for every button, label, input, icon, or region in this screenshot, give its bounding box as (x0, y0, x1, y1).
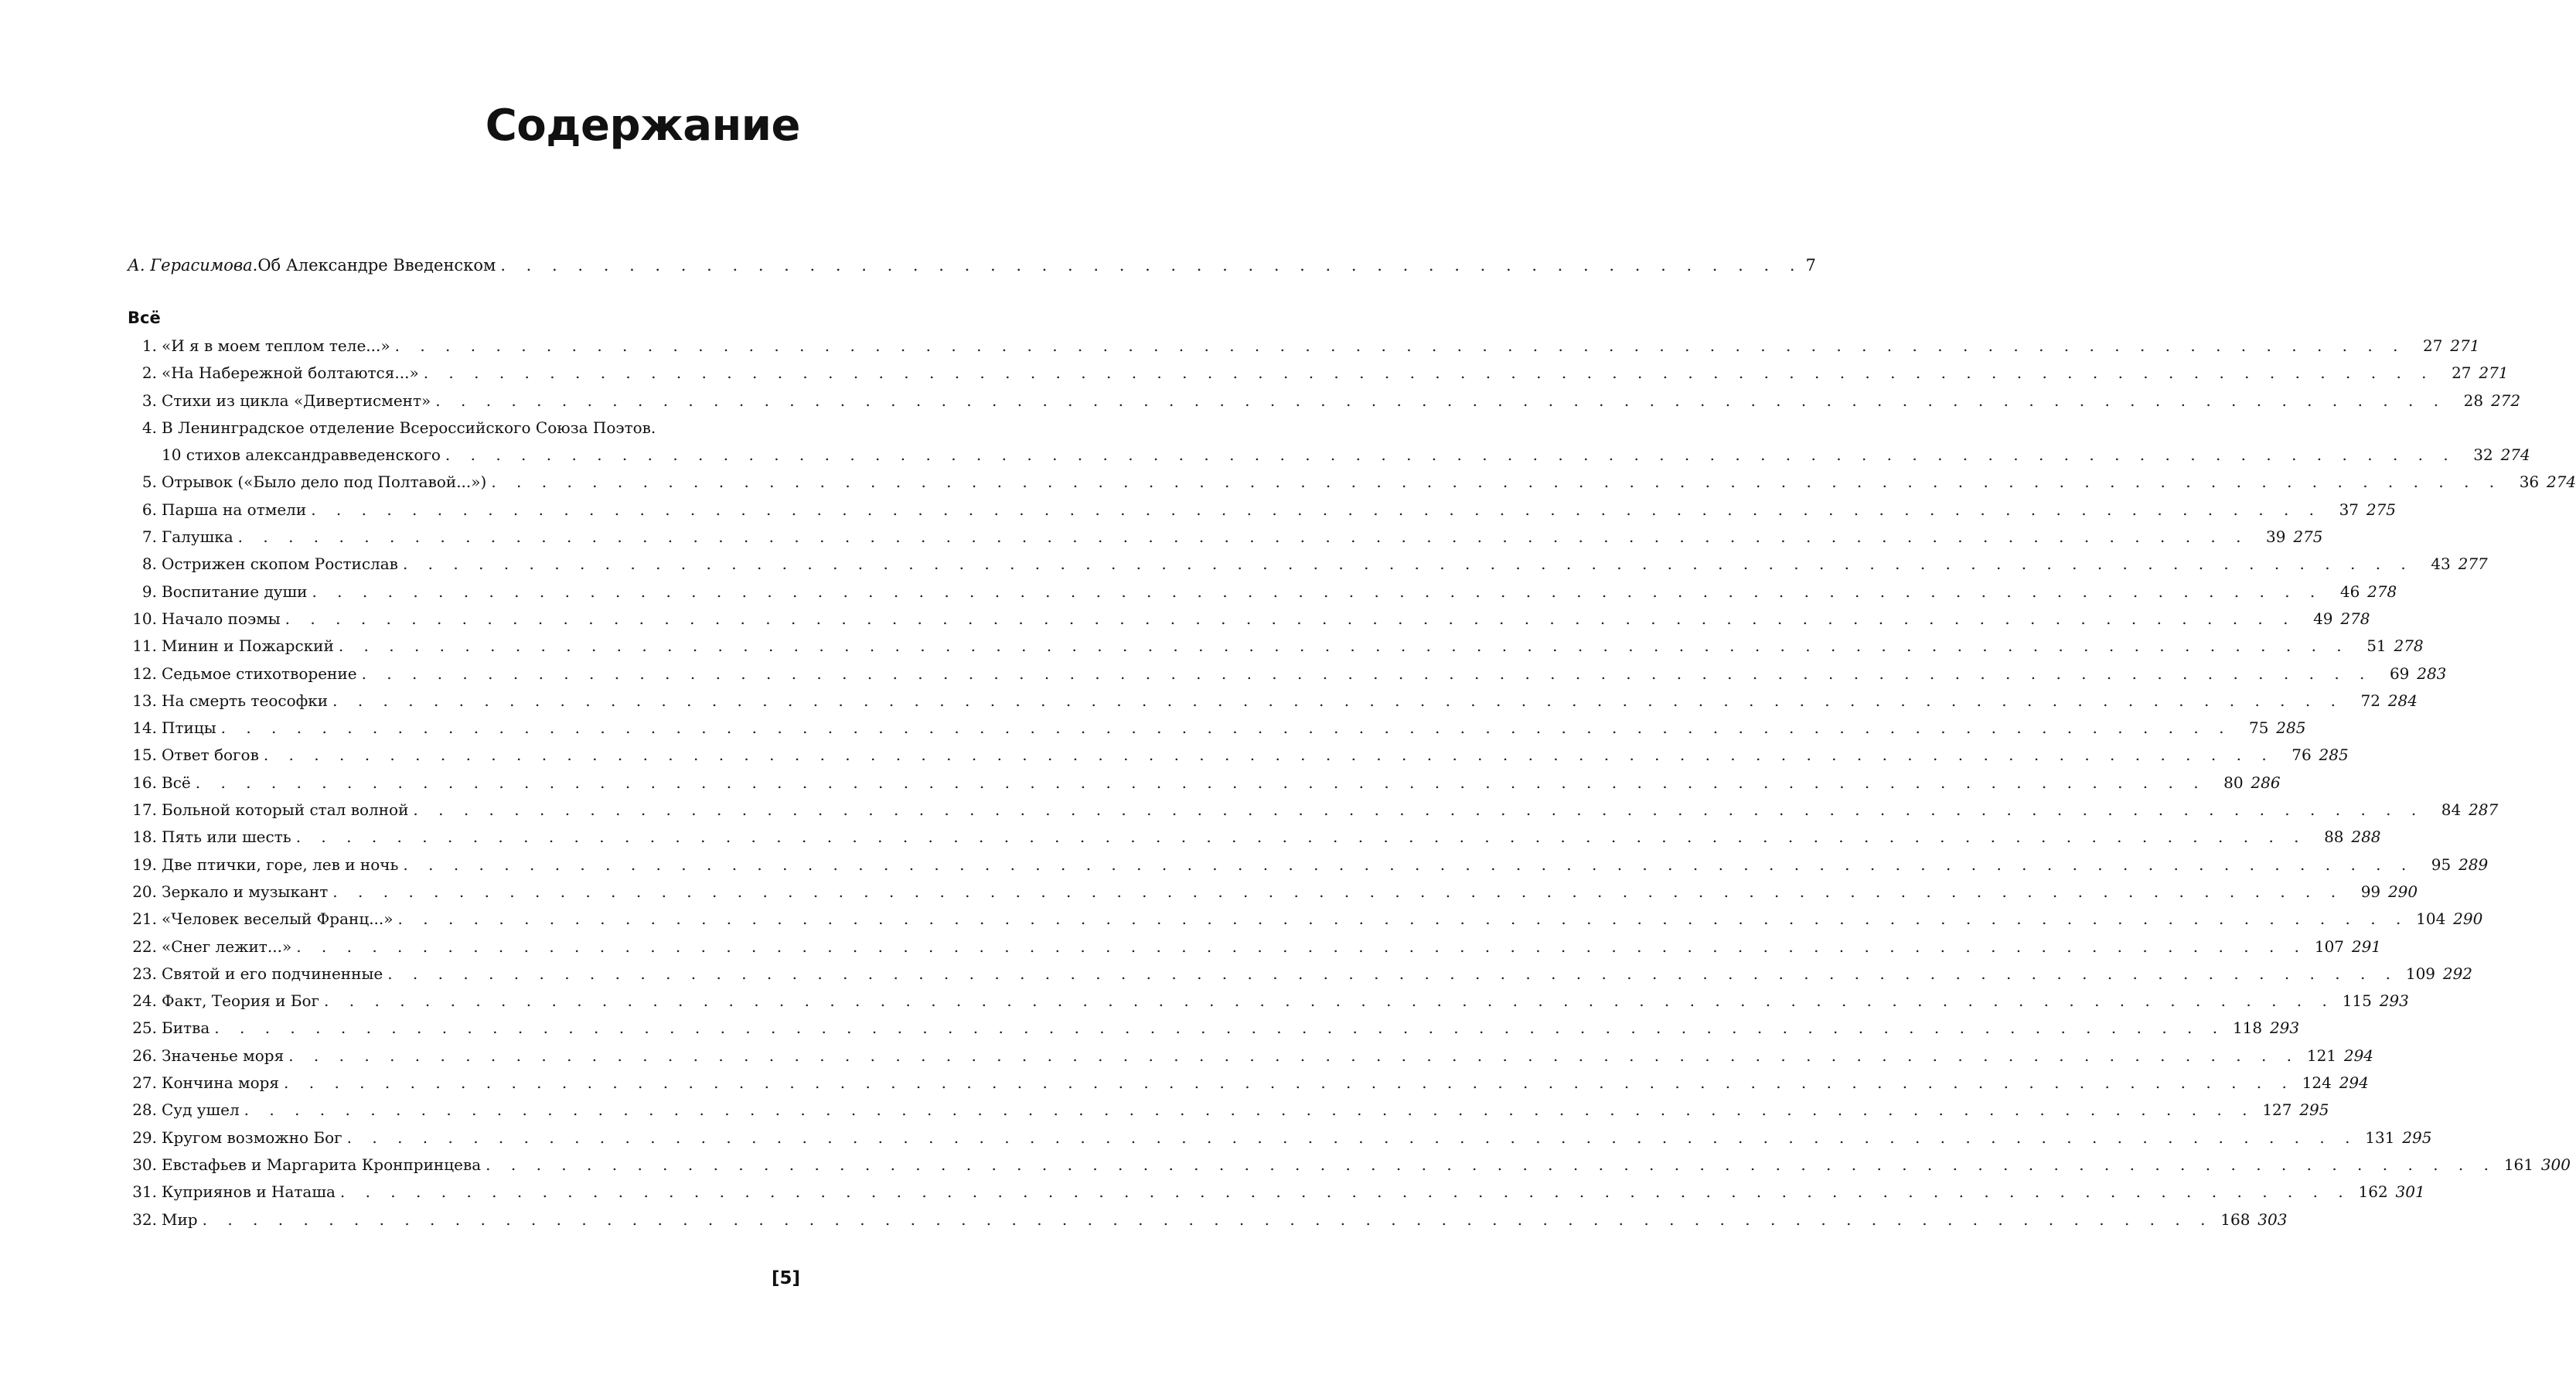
entry-number: 26. (132, 1046, 157, 1065)
entry-title: Птицы (162, 718, 216, 738)
entry-comment-page: 300 (2540, 1155, 2571, 1174)
entry-title: Воспитание души (162, 582, 308, 601)
entry-number: 18. (132, 827, 157, 847)
entry-number: 27. (132, 1073, 157, 1093)
entry-number: 29. (132, 1128, 157, 1147)
dot-leader: . . . . . . . . . . . . . . . . . . . . . . . . . . . . . . . . . . . . . . . . . . . . . . . . . . . . . . . . . . . . . . . . . . . . . . . . . . . . . . . . (394, 336, 2406, 355)
entry-title: Кончина моря (162, 1073, 280, 1093)
toc-entry[interactable] (128, 578, 2397, 606)
entry-title: «Человек веселый Франц...» (162, 909, 394, 929)
entry-page-number: 28 (2463, 391, 2484, 410)
entry-page-number: 127 (2262, 1100, 2292, 1120)
toc-entry[interactable] (128, 387, 2521, 415)
entry-number: 28. (132, 1100, 157, 1120)
entry-page-number: 80 (2223, 773, 2244, 792)
entry-title: В Ленинградское отделение Всероссийского Союза Поэтов. (162, 418, 656, 437)
entry-comment-page: 275 (2366, 500, 2397, 519)
entry-comment-page: 286 (2251, 773, 2281, 792)
entry-title: Битва (162, 1018, 210, 1038)
entry-number: 19. (132, 855, 157, 874)
entry-page-number: 43 (2431, 554, 2451, 574)
entry-page-number: 109 (2405, 964, 2436, 983)
dot-leader: . . . . . . . . . . . . . . . . . . . . . . . . . . . . . . . . . . . . . . . . . . . . . . . . . . . . . . . . . . . . . . . . . . . . . . . . . . . . . . . . (387, 964, 2399, 983)
entry-page-number: 84 (2441, 800, 2462, 820)
entry-title: Начало поэмы (162, 609, 281, 628)
entry-comment-page: 284 (2387, 691, 2418, 710)
entry-comment-page: 274 (2546, 473, 2576, 492)
intro-entry[interactable] (128, 252, 1816, 278)
entry-comment-page: 294 (2343, 1046, 2374, 1065)
entry-comment-page: 272 (2490, 391, 2521, 410)
dot-leader: . . . . . . . . . . . . . . . . . . . . . . . . . . . . . . . . . . . . . . . . . . . . . . . . . . . . . . . . . . . . . . . . . . . . . . . . . . . . . . . . (220, 718, 2232, 738)
page-folio: [5] (771, 1268, 800, 1288)
entry-page-number: 36 (2519, 473, 2540, 492)
entry-title: Острижен скопом Ростислав (162, 554, 398, 574)
dot-leader: . . . . . . . . . . . . . . . . . . . . . . . . . . . . . . . . . . . . . . . . . . . . . . . . . . . . . . . . . . . . . . . . . . . . . . . . . . . . . . . . (244, 1100, 2255, 1120)
entry-number: 20. (132, 882, 157, 901)
toc-entry[interactable] (128, 906, 2483, 933)
entry-title: Минин и Пожарский (162, 636, 334, 656)
entry-title: Пять или шесть (162, 827, 291, 847)
entry-comment-page: 285 (2319, 745, 2349, 765)
entry-comment-page: 285 (2276, 718, 2306, 738)
entry-number: 4. (141, 418, 157, 437)
dot-leader: . . . . . . . . . . . . . . . . . . . . . . . . . . . . . . . . . . . . . . . . . . . . . . . . . . . . . . . . . . . . . . . . . . . . . . . . . . . . . . . . (413, 800, 2424, 820)
dot-leader: . . . . . . . . . . . . . . . . . . . . . . . . . . . . . . . . . . . . . . . . . . . . . . . . . . . . . . . . . . . . . . . . . . . . . . . . . . . . . . . . (423, 363, 2435, 383)
entry-comment-page: 271 (2450, 336, 2480, 355)
entry-number: 16. (132, 773, 157, 792)
entry-number: 1. (141, 336, 157, 355)
entry-title: Зеркало и музыкант (162, 882, 329, 901)
entry-number: 30. (132, 1155, 157, 1174)
entry-number: 15. (132, 745, 157, 765)
toc-entry[interactable] (128, 1042, 2374, 1070)
dot-leader: . . . . . . . . . . . . . . . . . . . . . . . . . . . . . . . . . . . . . . . . . . . . . . . . . . . . . . . . . . . . . . . . . . . . . . . . . . . . . . . . (312, 582, 2323, 601)
toc-entry[interactable] (128, 687, 2418, 715)
dot-leader: . . . . . . . . . . . . . . . . . . . . . . . . . . . . . . . . . . . . . . . . . . . . . . . . . . . . . . . . . . . . . . . . . . . . . . . . . . . . . . . . (263, 745, 2274, 765)
entry-title: Мир (162, 1209, 198, 1229)
dot-leader: . . . . . . . . . . . . . . . . . . . . . . . . . . . . . . . . . . . . . . . . . . . . . . . . . . . . . . . . . . . . . . . . . . . . . . . . . . . . . . . . (435, 391, 2447, 410)
entry-page-number: 104 (2416, 909, 2446, 929)
toc-entry[interactable] (128, 851, 2489, 879)
entry-comment-page: 293 (2269, 1018, 2300, 1038)
entry-page-number: 75 (2249, 718, 2269, 738)
toc-entry[interactable] (128, 988, 2409, 1015)
entry-page-number: 69 (2389, 664, 2410, 683)
entry-comment-page: 274 (2500, 445, 2530, 465)
entry-title: Суд ушел (162, 1100, 240, 1120)
entry-comment-page: 275 (2293, 527, 2323, 547)
entry-number: 11. (132, 636, 157, 656)
entry-title: Евстафьев и Маргарита Кронпринцева (162, 1155, 482, 1174)
entry-comment-page: 293 (2379, 991, 2409, 1011)
entry-title: Отрывок («Было дело под Полтавой...») (162, 473, 487, 492)
intro-title: Об Александре Введенском (257, 256, 496, 275)
dot-leader: . . . . . . . . . . . . . . . . . . . . . . . . . . . . . . . . . . . . . . . . . . . . . . . . . . . . . . . . . . . . . . . . . . . . . . . . . . . . . . . . (445, 445, 2456, 465)
dot-leader: . . . . . . . . . . . . . . . . . . . . . . . . . . . . . . . . . . . . . . . . . . . . . . . . . . . . . . . . . . . . . . . . . . . . . . . . . . . . . . . . (295, 827, 2307, 847)
toc-entry[interactable] (128, 496, 2397, 524)
section-heading: Всё (128, 309, 161, 327)
entry-title: Галушка (162, 527, 233, 547)
entry-page-number: 88 (2324, 827, 2344, 847)
entry-comment-page: 295 (2402, 1128, 2432, 1147)
dot-leader: . . . . . . . . . . . . . . . . . . . . . . . . . . . . . . . . . . . . . . . . . . . . . . . . . . . . . . . . . . . . . . . . . . . . . . . . . . . . . . . . (339, 1182, 2351, 1202)
dot-leader: . . . . . . . . . . . . . . . . . . . . . . . . . . . . . . . . . . . . . . . . . . . . . . . . . . . . . . . . . . . . . . . . . . . . . . . . . . . . . . . . (491, 473, 2503, 492)
entry-title: Парша на отмели (162, 500, 307, 519)
entry-number: 17. (132, 800, 157, 820)
entry-title: Две птички, горе, лев и ночь (162, 855, 399, 874)
entry-number: 23. (132, 964, 157, 983)
dot-leader: . . . . . . . . . . . . . . . . . . . . . . . . . . . . . . . . . . . . . . . . . . . . . . . . . . . . . . . . . . . . . . . . . . . . . . . . . . . . . . . . (284, 1073, 2295, 1093)
entry-page-number: 161 (2503, 1155, 2533, 1174)
intro-author: А. Герасимова. (128, 256, 258, 275)
dot-leader: . . . . . . . . . . . . . . . . . . . . . . . . . . . . . . . . . . . . . . . . . . . . . . . . . . . . . . . . . . . . . . . . . . . . . . . . . . . . . . . . (338, 636, 2349, 656)
dot-leader: . . . . . . . . . . . . . . . . . . . . . . . . . . . . . . . . . . . . . . . . . . . . . . . . . . . . . . . . . . . . . . . . . . . . . . . . . . . . . . . . (202, 1209, 2213, 1229)
entry-title: Стихи из цикла «Дивертисмент» (162, 391, 431, 410)
entry-page-number: 168 (2220, 1209, 2251, 1229)
toc-entry[interactable] (128, 1151, 2571, 1179)
entry-page-number: 39 (2266, 527, 2286, 547)
entry-comment-page: 295 (2299, 1100, 2329, 1120)
dot-leader: . . . . . . . . . . . . . . . . . . . . . . . . . . . . . . . . . . . . . . . . . . . . . . . . . . . . . . . . . . . . . . . . . . . . . . . . . . . . . . . . (397, 909, 2409, 929)
entry-page-number: 124 (2302, 1073, 2332, 1093)
entry-comment-page: 278 (2394, 636, 2424, 656)
entry-comment-page: 288 (2351, 827, 2381, 847)
page-title: Содержание (485, 101, 800, 151)
entry-comment-page: 301 (2395, 1182, 2425, 1202)
entry-title: Больной который стал волной (162, 800, 409, 820)
entry-number: 10. (132, 609, 157, 628)
entry-title: «На Набережной болтаются...» (162, 363, 419, 383)
entry-comment-page: 290 (2387, 882, 2418, 901)
entry-page-number: 95 (2431, 855, 2452, 874)
entry-page-number: 118 (2232, 1018, 2263, 1038)
entry-page-number: 131 (2365, 1128, 2395, 1147)
table-of-contents (128, 252, 2576, 1233)
entry-page-number: 162 (2358, 1182, 2388, 1202)
entry-number: 12. (132, 664, 157, 683)
entry-title: Куприянов и Наташа (162, 1182, 336, 1202)
dot-leader: . . . . . . . . . . . . . . . . . . . . . . . . . . . . . . . . . . . . . . . . . . . . . . . . . . . . . . . . . . . . . . . . . . . . . . . . . . . . . . . . (332, 691, 2343, 710)
toc-entry[interactable] (128, 1206, 2288, 1233)
toc-entry[interactable] (128, 769, 2281, 797)
intro-page-number: 7 (1805, 256, 1816, 275)
dot-leader: . . . . . . . . . . . . . . . . . . . . . . . . . . . . . . . . . . . . . . . . . . . . . . . . . . . . . . . . . . . . . . . . . . . . . . . . . . . . . . . . (361, 664, 2373, 683)
entry-number: 21. (132, 909, 157, 929)
dot-leader: . . . . . . . . . . . . . . . . . . . . . . . . . . . . . . . . . . . . . . . . . . . . . . . . . . . . . . . . . . . . . . . . . . . . . . . . . . . . . . . . (403, 855, 2414, 874)
entry-number: 22. (132, 937, 157, 956)
entry-comment-page: 277 (2458, 554, 2488, 574)
entry-title: Святой и его подчиненные (162, 964, 383, 983)
entry-page-number: 37 (2339, 500, 2360, 519)
dot-leader: . . . . . . . . . . . . . . . . . . . . . . . . . . . . . . . . . . . . . . . . . . . . . . . . . . . . . . . . . . . . . . . . . . . . . . . . . . . . . . . . (402, 554, 2414, 574)
dot-leader: . . . . . . . . . . . . . . . . . . . . . . . . . . . . . . . . . . . . . . . . . . . . . . . . . . . . . . . . . . . . . . . . . . . . . . . . . . . . . . . . (214, 1018, 2226, 1038)
entry-comment-page: 289 (2458, 855, 2489, 874)
toc-entry[interactable] (128, 1124, 2432, 1151)
entry-page-number: 27 (2452, 363, 2472, 383)
entry-title: Кругом возможно Бог (162, 1128, 342, 1147)
entry-page-number: 27 (2423, 336, 2443, 355)
toc-list (128, 333, 2576, 1233)
entry-page-number: 72 (2360, 691, 2380, 710)
entry-comment-page: 278 (2340, 609, 2370, 628)
entry-page-number: 115 (2342, 991, 2372, 1011)
toc-entry[interactable] (128, 960, 2473, 988)
entry-title-continued: 10 стихов александравведенского (162, 445, 441, 465)
dot-leader: . . . . . . . . . . . . . . . . . . . . . . . . . . . . . . . . . . . . . . . . . . . . . . . . . . . . . . . . . . . . . . . . . . . . . . . . . . . . . . . . (195, 773, 2206, 792)
entry-title: Седьмое стихотворение (162, 664, 357, 683)
toc-entry[interactable] (128, 742, 2349, 769)
entry-number: 7. (141, 527, 157, 547)
toc-entry[interactable] (128, 469, 2576, 496)
entry-title: «И я в моем теплом теле...» (162, 336, 390, 355)
entry-number: 32. (132, 1209, 157, 1229)
toc-entry[interactable] (128, 1097, 2329, 1124)
dot-leader: . . . . . . . . . . . . . . . . . . . . . . . . . . . . . . . . . . . . . . . . . . . . . . . . . . . . . . . . . . . . . . . . . . . . . . . . . . . . . . . . (237, 527, 2249, 547)
dot-leader: . . . . . . . . . . . . . . . . . . . . . . . . . . . . . . . . . . . . . . . . . . . . . . . . . . . (500, 256, 1803, 275)
dot-leader: . . . . . . . . . . . . . . . . . . . . . . . . . . . . . . . . . . . . . . . . . . . . . . . . . . . . . . . . . . . . . . . . . . . . . . . . . . . . . . . . (346, 1128, 2358, 1147)
toc-entry[interactable] (128, 1179, 2425, 1206)
entry-title: На смерть теософки (162, 691, 329, 710)
dot-leader: . . . . . . . . . . . . . . . . . . . . . . . . . . . . . . . . . . . . . . . . . . . . . . . . . . . . . . . . . . . . . . . . . . . . . . . . . . . . . . . . (332, 882, 2344, 901)
entry-comment-page: 287 (2469, 800, 2499, 820)
entry-comment-page: 290 (2453, 909, 2483, 929)
toc-entry[interactable] (128, 633, 2424, 660)
toc-entry[interactable] (128, 660, 2447, 687)
dot-leader: . . . . . . . . . . . . . . . . . . . . . . . . . . . . . . . . . . . . . . . . . . . . . . . . . . . . . . . . . . . . . . . . . . . . . . . . . . . . . . . . (288, 1046, 2300, 1065)
toc-entry[interactable] (128, 360, 2509, 387)
entry-title: Ответ богов (162, 745, 259, 765)
dot-leader: . . . . . . . . . . . . . . . . . . . . . . . . . . . . . . . . . . . . . . . . . . . . . . . . . . . . . . . . . . . . . . . . . . . . . . . . . . . . . . . . (296, 937, 2308, 956)
entry-comment-page: 294 (2339, 1073, 2369, 1093)
toc-entry[interactable] (128, 524, 2323, 551)
toc-entry[interactable] (128, 606, 2370, 633)
entry-page-number: 121 (2306, 1046, 2337, 1065)
entry-page-number: 76 (2291, 745, 2312, 765)
toc-entry[interactable] (128, 824, 2381, 851)
entry-number: 9. (141, 582, 157, 601)
entry-comment-page: 283 (2417, 664, 2447, 683)
toc-entry[interactable] (128, 333, 2480, 360)
entry-title: «Снег лежит...» (162, 937, 292, 956)
entry-comment-page: 292 (2442, 964, 2473, 983)
entry-number: 24. (132, 991, 157, 1011)
entry-title: Всё (162, 773, 191, 792)
entry-comment-page: 291 (2351, 937, 2382, 956)
toc-entry[interactable] (128, 1015, 2300, 1042)
entry-comment-page: 303 (2257, 1209, 2288, 1229)
entry-page-number: 107 (2314, 937, 2345, 956)
dot-leader: . . . . . . . . . . . . . . . . . . . . . . . . . . . . . . . . . . . . . . . . . . . . . . . . . . . . . . . . . . . . . . . . . . . . . . . . . . . . . . . . (324, 991, 2335, 1011)
entry-page-number: 99 (2360, 882, 2381, 901)
entry-number: 6. (141, 500, 157, 519)
toc-entry[interactable] (128, 715, 2306, 742)
entry-title: Значенье моря (162, 1046, 285, 1065)
entry-page-number: 32 (2473, 445, 2493, 465)
toc-entry[interactable] (128, 933, 2382, 960)
toc-entry[interactable] (128, 797, 2499, 824)
toc-entry[interactable] (128, 415, 2530, 469)
toc-entry[interactable] (128, 1070, 2369, 1097)
entry-page-number: 49 (2313, 609, 2333, 628)
dot-leader: . . . . . . . . . . . . . . . . . . . . . . . . . . . . . . . . . . . . . . . . . . . . . . . . . . . . . . . . . . . . . . . . . . . . . . . . . . . . . . . . (311, 500, 2322, 519)
toc-entry[interactable] (128, 551, 2488, 578)
entry-number: 25. (132, 1018, 157, 1038)
entry-comment-page: 278 (2367, 582, 2397, 601)
entry-page-number: 51 (2366, 636, 2387, 656)
toc-entry[interactable] (128, 879, 2418, 906)
entry-title: Факт, Теория и Бог (162, 991, 320, 1011)
entry-number: 13. (132, 691, 157, 710)
entry-number: 31. (132, 1182, 157, 1202)
entry-number: 8. (141, 554, 157, 574)
entry-comment-page: 271 (2479, 363, 2509, 383)
dot-leader: . . . . . . . . . . . . . . . . . . . . . . . . . . . . . . . . . . . . . . . . . . . . . . . . . . . . . . . . . . . . . . . . . . . . . . . . . . . . . . . . (285, 609, 2296, 628)
entry-page-number: 46 (2339, 582, 2360, 601)
dot-leader: . . . . . . . . . . . . . . . . . . . . . . . . . . . . . . . . . . . . . . . . . . . . . . . . . . . . . . . . . . . . . . . . . . . . . . . . . . . . . . . . (486, 1155, 2496, 1174)
entry-number: 5. (141, 473, 157, 492)
entry-number: 3. (141, 391, 157, 410)
entry-number: 2. (141, 363, 157, 383)
entry-number: 14. (132, 718, 157, 738)
